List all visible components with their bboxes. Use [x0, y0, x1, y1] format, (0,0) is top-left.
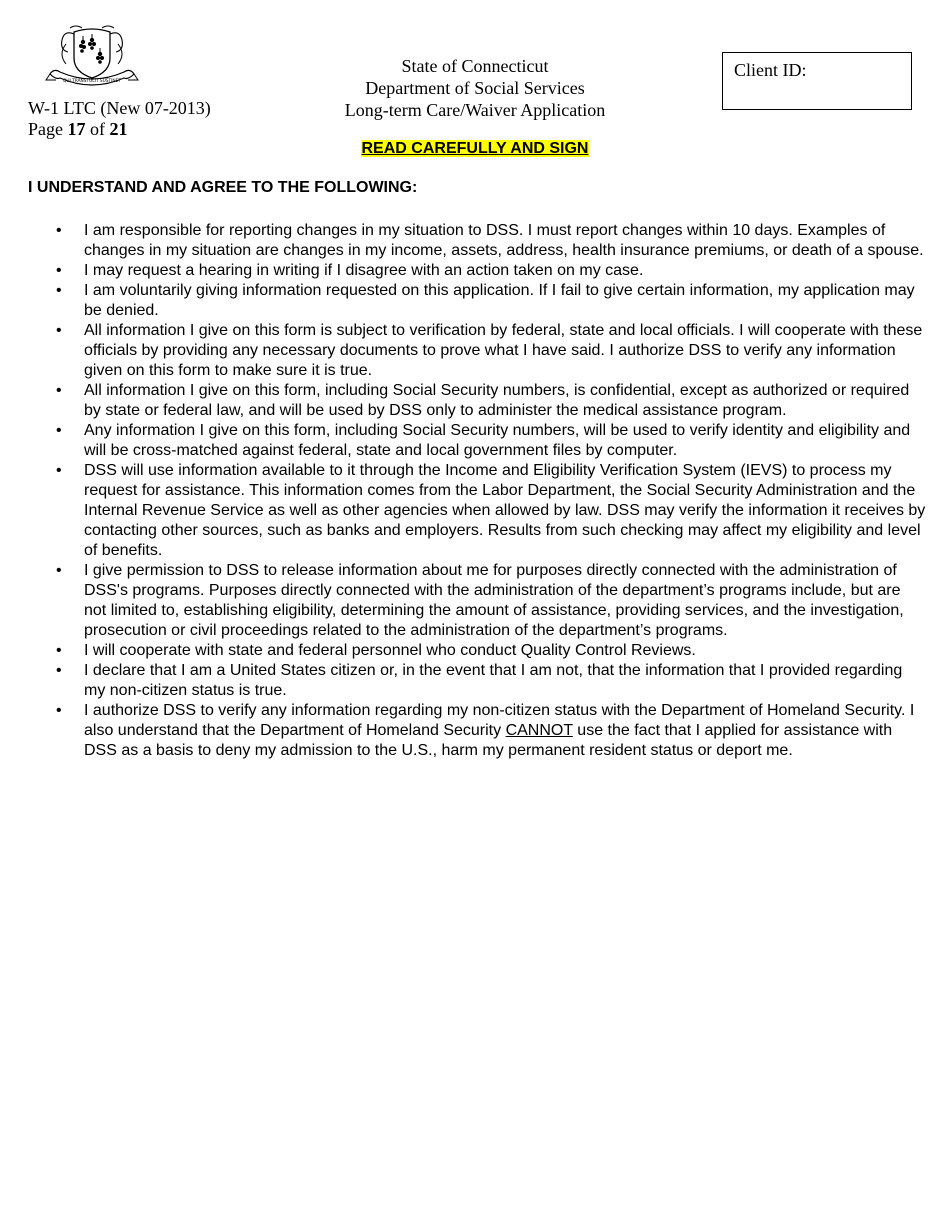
client-id-field[interactable]	[722, 52, 912, 110]
form-number: W-1 LTC (New 07-2013)	[28, 98, 211, 118]
bullet-icon: •	[56, 282, 62, 299]
term-item: • I give permission to DSS to release information about me for purposes directly connected with the administration of DSS's programs. Purposes directly connected with the administration of the department’s programs include, but are not limited to, establishing eligibility, determining the amount of assistance, providing services, and the investigation, prosecution or civil proceedings related to the administration of the department’s programs.	[56, 562, 904, 639]
term-item: • All information I give on this form, including Social Security numbers, is confidential, except as authorized or required by state or federal law, and will be used by DSS only to administer the medical assistance program.	[56, 382, 910, 419]
term-item: • I will cooperate with state and federal personnel who conduct Quality Control Reviews.	[56, 642, 696, 659]
term-item: • I am responsible for reporting changes in my situation to DSS. I must report changes within 10 days. Examples of changes in my situation are changes in my income, assets, address, health insurance premiums, or death of a spouse.	[56, 222, 924, 259]
agency-title	[300, 55, 650, 121]
term-item: • All information I give on this form is subject to verification by federal, state and local officials. I will cooperate with these officials by providing any necessary documents to prove what I have said. I authorize DSS to verify any information given on this form to make sure it is true.	[56, 322, 923, 379]
term-item: • I am voluntarily giving information requested on this application. If I fail to give certain information, my application may be denied.	[56, 282, 915, 319]
bullet-icon: •	[56, 702, 62, 719]
state-seal-logo	[44, 24, 140, 90]
bullet-icon: •	[56, 662, 62, 679]
bullet-icon: •	[56, 642, 62, 659]
bullet-icon: •	[56, 322, 62, 339]
term-item: • I declare that I am a United States citizen or, in the event that I am not, that the information that I provided regarding my non-citizen status is true.	[56, 662, 903, 699]
bullet-icon: •	[56, 222, 62, 239]
bullet-icon: •	[56, 262, 62, 279]
term-item-homeland-security: • I authorize DSS to verify any information regarding my non-citizen status with the Department of Homeland Security. I also understand that the Department of Homeland Security CANNOT use the fact that I applied for assistance with DSS as a basis to deny my admission to the U.S., harm my permanent resident status or deport me.	[56, 702, 915, 759]
read-carefully-notice: READ CAREFULLY AND SIGN	[361, 140, 589, 157]
page-number: Page 17 of 21	[28, 119, 128, 139]
agency-line-application: Long-term Care/Waiver Application	[344, 100, 606, 120]
term-item: • DSS will use information available to it through the Income and Eligibility Verification System (IEVS) to process my request for assistance. This information comes from the Labor Department, the Social Security Administration and the Internal Revenue Service as well as other agencies when allowed by law. DSS may verify the information it receives by contacting other sources, such as banks and employers. Results from such checking may affect my eligibility and level of benefits.	[56, 462, 926, 559]
bullet-icon: •	[56, 422, 62, 439]
client-id-label: Client ID:	[734, 60, 807, 80]
svg-text:QUI TRANSTULIT SUSTINET: QUI TRANSTULIT SUSTINET	[63, 79, 121, 84]
cannot-emphasis: CANNOT	[505, 722, 573, 739]
agency-line-state: State of Connecticut	[401, 56, 549, 76]
bullet-icon: •	[56, 562, 62, 579]
term-item: • I may request a hearing in writing if I disagree with an action taken on my case.	[56, 262, 644, 279]
agency-line-department: Department of Social Services	[365, 78, 585, 98]
form-identifier	[28, 98, 211, 140]
terms-list	[56, 221, 926, 761]
term-item: • Any information I give on this form, including Social Security numbers, will be used to verify identity and eligibility and will be cross-matched against federal, state and local government files by computer.	[56, 422, 911, 459]
bullet-icon: •	[56, 462, 62, 479]
bullet-icon: •	[56, 382, 62, 399]
section-heading: I UNDERSTAND AND AGREE TO THE FOLLOWING:	[28, 179, 418, 196]
